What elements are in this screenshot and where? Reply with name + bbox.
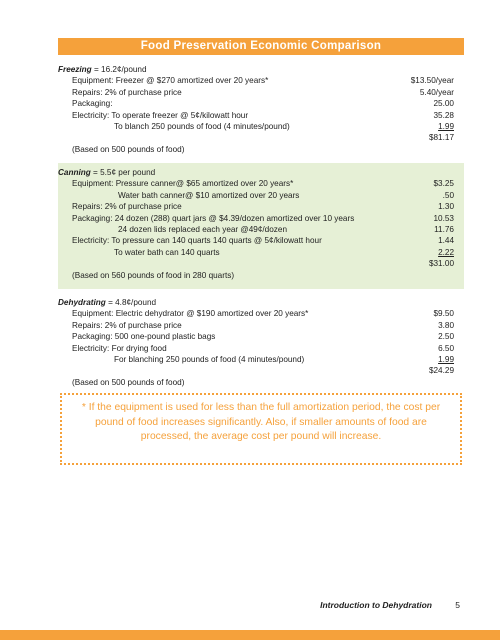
canning-row-basis: (Based on 560 pounds of food in 280 quarts) [72, 270, 235, 280]
canning-row-equipment: Equipment: Pressure canner@ $65 amortized over 20 years* $3.25 [72, 179, 454, 189]
freezing-row-packaging: Packaging: 25.00 [72, 99, 454, 109]
freezing-rate: = 16.2¢/pound [93, 65, 147, 74]
dehydrating-row-electricity: Electricity: For drying food 6.50 [72, 343, 454, 353]
freezing-name: Freezing [58, 65, 92, 74]
canning-row-waterbath: Water bath canner@ $10 amortized over 20 years .50 [118, 190, 454, 200]
freezing-row-electricity: Electricity: To operate freezer @ 5¢/kilowatt hour 35.28 [72, 110, 454, 120]
bottom-bar [0, 630, 500, 640]
page-title: Food Preservation Economic Comparison [58, 38, 464, 55]
canning-row-electricity: Electricity: To pressure can 140 quarts 140 quarts @ 5¢/kilowatt hour 1.44 [72, 236, 454, 246]
freezing-row-equipment: Equipment: Freezer @ $270 amortized over 20 years* $13.50/year [72, 76, 454, 86]
canning-row-packaging: Packaging: 24 dozen (288) quart jars @ $4.39/dozen amortized over 10 years 10.53 [72, 213, 454, 223]
dehydrating-row-equipment: Equipment: Electric dehydrator @ $190 amortized over 20 years* $9.50 [72, 309, 454, 319]
dehydrating-row-total: $24.29 [428, 366, 454, 376]
dehydrating-section [58, 297, 464, 388]
freezing-section [58, 62, 464, 159]
canning-row-total: $31.00 [428, 259, 454, 269]
freezing-row-total: $81.17 [428, 133, 454, 143]
freezing-row-blanch: To blanch 250 pounds of food (4 minutes/pound) 1.99 [114, 121, 454, 131]
freezing-heading [58, 64, 464, 75]
dehydrating-heading [58, 297, 464, 308]
freezing-row-basis: (Based on 500 pounds of food) [72, 144, 185, 154]
canning-heading [58, 167, 464, 178]
canning-row-waterbath-elec: To water bath can 140 quarts 2.22 [114, 247, 454, 257]
dehydrating-row-basis: (Based on 500 pounds of food) [72, 377, 185, 387]
canning-row-lids: 24 dozen lids replaced each year @49¢/dozen 11.76 [118, 224, 454, 234]
dehydrating-row-blanch: For blanching 250 pounds of food (4 minutes/pound) 1.99 [114, 354, 454, 364]
canning-row-repairs: Repairs: 2% of purchase price 1.30 [72, 202, 454, 212]
page-number: 5 [455, 600, 460, 610]
freezing-row-repairs: Repairs: 2% of purchase price 5.40/year [72, 87, 454, 97]
dehydrating-rate: = 4.8¢/pound [108, 298, 157, 307]
canning-rate: = 5.5¢ per pound [93, 168, 156, 177]
canning-name: Canning [58, 168, 91, 177]
dehydrating-row-repairs: Repairs: 2% of purchase price 3.80 [72, 320, 454, 330]
dehydrating-name: Dehydrating [58, 298, 106, 307]
amortization-note: * If the equipment is used for less than the full amortization period, the cost per pound of food increases significantly. Also, if smaller amounts of food are processed, the average cost per pound will increase. [60, 393, 462, 465]
footer-title: Introduction to Dehydration [320, 600, 432, 610]
dehydrating-row-packaging: Packaging: 500 one-pound plastic bags 2.50 [72, 332, 454, 342]
canning-section [58, 163, 464, 289]
